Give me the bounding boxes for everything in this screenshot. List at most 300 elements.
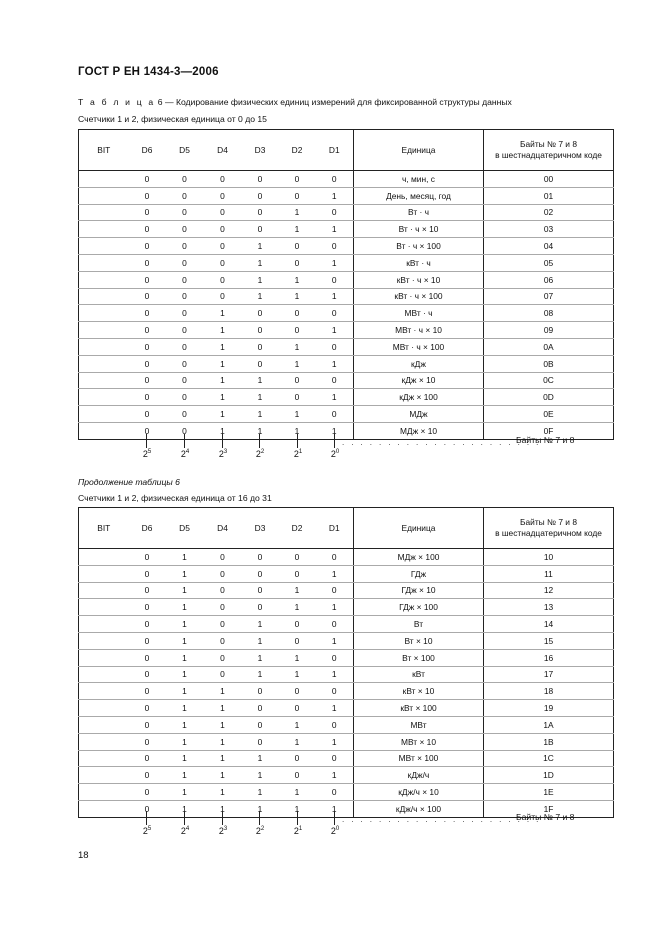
cell-bit (79, 254, 129, 271)
cell-d6: 0 (129, 204, 166, 221)
cell-d3: 1 (242, 784, 279, 801)
table-row (79, 338, 614, 355)
cell-hex: 1A (484, 716, 614, 733)
cell-hex: 1F (484, 800, 614, 817)
cell-d6: 0 (129, 187, 166, 204)
cell-d1: 1 (316, 565, 354, 582)
bit-weight-label (331, 826, 339, 836)
table-row (79, 406, 614, 423)
cell-d1: 0 (316, 616, 354, 633)
power-exponent: 4 (185, 449, 190, 455)
table-row (79, 582, 614, 599)
cell-d4: 0 (204, 549, 242, 566)
cell-d5: 0 (166, 389, 204, 406)
cell-d3: 0 (242, 355, 279, 372)
cell-d2: 0 (279, 549, 316, 566)
col-d6: D6 (129, 130, 166, 171)
table-row (79, 632, 614, 649)
cell-d6: 0 (129, 632, 166, 649)
cell-d1: 0 (316, 171, 354, 188)
bit-weight-label (294, 449, 302, 459)
table2-bit-powers (78, 811, 613, 841)
cell-d2: 0 (279, 683, 316, 700)
cell-d1: 0 (316, 716, 354, 733)
cell-d3: 1 (242, 616, 279, 633)
table-caption-text: 6 — Кодирование физических единиц измерений для фиксированной структуры данных (157, 97, 512, 107)
bit-weight-label (219, 449, 227, 459)
cell-hex: 14 (484, 616, 614, 633)
cell-hex: 06 (484, 271, 614, 288)
cell-d5: 1 (166, 683, 204, 700)
cell-d5: 1 (166, 716, 204, 733)
cell-d3: 0 (242, 549, 279, 566)
cell-d2: 1 (279, 422, 316, 439)
cell-bit (79, 406, 129, 423)
cell-bit (79, 784, 129, 801)
cell-hex: 1C (484, 750, 614, 767)
cell-d6: 0 (129, 254, 166, 271)
cell-d4: 0 (204, 254, 242, 271)
cell-d4: 1 (204, 322, 242, 339)
bit-weight-tick (259, 811, 260, 825)
power-base: 2 (330, 826, 336, 836)
cell-hex: 00 (484, 171, 614, 188)
cell-hex: 0C (484, 372, 614, 389)
cell-bit (79, 716, 129, 733)
cell-unit: кДж/ч × 100 (354, 800, 484, 817)
cell-d2: 1 (279, 716, 316, 733)
cell-unit: Вт × 100 (354, 649, 484, 666)
col-d2: D2 (279, 130, 316, 171)
cell-d3: 1 (242, 666, 279, 683)
cell-d1: 0 (316, 406, 354, 423)
cell-d6: 0 (129, 271, 166, 288)
power-base: 2 (142, 449, 148, 459)
power-exponent: 0 (335, 449, 340, 455)
cell-unit: кВт · ч (354, 254, 484, 271)
cell-d3: 1 (242, 372, 279, 389)
power-exponent: 2 (260, 826, 265, 832)
cell-d5: 1 (166, 666, 204, 683)
cell-d2: 1 (279, 204, 316, 221)
cell-unit: ГДж × 100 (354, 599, 484, 616)
cell-d6: 0 (129, 422, 166, 439)
cell-d3: 1 (242, 238, 279, 255)
cell-d5: 0 (166, 406, 204, 423)
cell-d1: 1 (316, 187, 354, 204)
cell-hex: 0A (484, 338, 614, 355)
cell-d4: 1 (204, 784, 242, 801)
cell-bit (79, 599, 129, 616)
col-d4: D4 (204, 508, 242, 549)
cell-d5: 0 (166, 171, 204, 188)
cell-d1: 1 (316, 666, 354, 683)
cell-d4: 1 (204, 700, 242, 717)
cell-d4: 1 (204, 372, 242, 389)
cell-d5: 0 (166, 187, 204, 204)
cell-hex: 07 (484, 288, 614, 305)
cell-d3: 0 (242, 733, 279, 750)
col-bytes-line2: в шестнадцатеричном коде (495, 528, 602, 538)
power-base: 2 (293, 449, 299, 459)
bit-weight-tick (146, 434, 147, 448)
table2 (78, 507, 614, 818)
cell-d6: 0 (129, 171, 166, 188)
table-row (79, 238, 614, 255)
cell-d6: 0 (129, 599, 166, 616)
cell-d5: 0 (166, 288, 204, 305)
table-row (79, 288, 614, 305)
cell-bit (79, 322, 129, 339)
col-d5: D5 (166, 130, 204, 171)
table-row (79, 204, 614, 221)
cell-d2: 0 (279, 616, 316, 633)
cell-d6: 0 (129, 372, 166, 389)
cell-d5: 1 (166, 599, 204, 616)
cell-unit: кВт × 10 (354, 683, 484, 700)
cell-hex: 02 (484, 204, 614, 221)
power-exponent: 5 (147, 449, 152, 455)
cell-bit (79, 355, 129, 372)
cell-d3: 1 (242, 389, 279, 406)
table-row (79, 767, 614, 784)
power-exponent: 1 (298, 826, 303, 832)
power-exponent: 2 (260, 449, 265, 455)
col-unit: Единица (354, 508, 484, 549)
table-row (79, 666, 614, 683)
cell-unit: МДж × 100 (354, 549, 484, 566)
cell-unit: кДж/ч (354, 767, 484, 784)
cell-bit (79, 204, 129, 221)
cell-d3: 0 (242, 565, 279, 582)
cell-d2: 1 (279, 221, 316, 238)
document-code: ГОСТ Р ЕН 1434-3—2006 (78, 66, 219, 78)
cell-d2: 0 (279, 254, 316, 271)
cell-d4: 1 (204, 750, 242, 767)
cell-unit: кВт (354, 666, 484, 683)
cell-unit: ч, мин, с (354, 171, 484, 188)
cell-d6: 0 (129, 733, 166, 750)
cell-hex: 17 (484, 666, 614, 683)
cell-d5: 1 (166, 784, 204, 801)
table-row (79, 187, 614, 204)
cell-d3: 1 (242, 254, 279, 271)
cell-d1: 0 (316, 750, 354, 767)
bytes-label: Байты № 7 и 8 (516, 812, 575, 822)
cell-d1: 0 (316, 549, 354, 566)
cell-unit: МВт × 100 (354, 750, 484, 767)
cell-d5: 0 (166, 355, 204, 372)
cell-bit (79, 683, 129, 700)
cell-d1: 0 (316, 271, 354, 288)
cell-unit: ГДж × 10 (354, 582, 484, 599)
col-d4: D4 (204, 130, 242, 171)
cell-d6: 0 (129, 355, 166, 372)
table-row (79, 649, 614, 666)
cell-d4: 1 (204, 733, 242, 750)
bit-weight-label (256, 449, 264, 459)
cell-d2: 1 (279, 649, 316, 666)
cell-unit: МДж (354, 406, 484, 423)
cell-d4: 0 (204, 565, 242, 582)
cell-d4: 0 (204, 171, 242, 188)
cell-d1: 0 (316, 372, 354, 389)
table-row (79, 599, 614, 616)
cell-d1: 0 (316, 305, 354, 322)
table-row (79, 750, 614, 767)
power-exponent: 0 (335, 826, 340, 832)
power-base: 2 (293, 826, 299, 836)
cell-d5: 0 (166, 271, 204, 288)
cell-d4: 1 (204, 683, 242, 700)
bit-weight-tick (297, 811, 298, 825)
cell-d6: 0 (129, 700, 166, 717)
dotted-leader: . . . . . . . . . . . . . . . . . . . . . . (342, 815, 541, 824)
bit-weight-tick (334, 811, 335, 825)
cell-d5: 0 (166, 322, 204, 339)
table-row (79, 683, 614, 700)
cell-d1: 1 (316, 355, 354, 372)
bit-weight-label (294, 826, 302, 836)
cell-hex: 11 (484, 565, 614, 582)
cell-hex: 01 (484, 187, 614, 204)
cell-bit (79, 338, 129, 355)
cell-bit (79, 565, 129, 582)
bit-weight-label (331, 449, 339, 459)
table-row (79, 171, 614, 188)
cell-d4: 0 (204, 616, 242, 633)
cell-d6: 0 (129, 238, 166, 255)
continuation-caption: Продолжение таблицы 6 (78, 477, 180, 487)
cell-d2: 0 (279, 700, 316, 717)
cell-d1: 1 (316, 422, 354, 439)
cell-d3: 0 (242, 700, 279, 717)
cell-d3: 1 (242, 288, 279, 305)
power-base: 2 (330, 449, 336, 459)
bit-weight-label (143, 449, 151, 459)
cell-d2: 1 (279, 338, 316, 355)
cell-d2: 1 (279, 784, 316, 801)
cell-d3: 0 (242, 683, 279, 700)
power-exponent: 3 (223, 449, 228, 455)
cell-d6: 0 (129, 389, 166, 406)
cell-d4: 0 (204, 649, 242, 666)
cell-d5: 1 (166, 616, 204, 633)
bit-weight-tick (146, 811, 147, 825)
cell-d2: 0 (279, 238, 316, 255)
cell-d4: 1 (204, 305, 242, 322)
cell-d1: 0 (316, 784, 354, 801)
cell-bit (79, 271, 129, 288)
cell-d2: 1 (279, 288, 316, 305)
bit-weight-label (181, 826, 189, 836)
cell-unit: кВт · ч × 10 (354, 271, 484, 288)
cell-hex: 10 (484, 549, 614, 566)
power-exponent: 3 (223, 826, 228, 832)
cell-unit: МВт · ч (354, 305, 484, 322)
table-row (79, 733, 614, 750)
cell-unit: кДж × 10 (354, 372, 484, 389)
col-d5: D5 (166, 508, 204, 549)
cell-d4: 1 (204, 800, 242, 817)
dotted-leader: . . . . . . . . . . . . . . . . . . . . . . (342, 438, 541, 447)
cell-bit (79, 767, 129, 784)
cell-d6: 0 (129, 549, 166, 566)
cell-d4: 1 (204, 355, 242, 372)
cell-bit (79, 187, 129, 204)
power-exponent: 4 (185, 826, 190, 832)
bit-weight-label (181, 449, 189, 459)
cell-hex: 09 (484, 322, 614, 339)
power-base: 2 (180, 449, 186, 459)
cell-d5: 1 (166, 565, 204, 582)
cell-unit: кДж (354, 355, 484, 372)
col-bytes (484, 508, 614, 549)
cell-bit (79, 733, 129, 750)
cell-d3: 1 (242, 649, 279, 666)
cell-d2: 0 (279, 632, 316, 649)
cell-d4: 1 (204, 338, 242, 355)
cell-d2: 1 (279, 733, 316, 750)
cell-d1: 1 (316, 389, 354, 406)
cell-d3: 0 (242, 187, 279, 204)
cell-hex: 0D (484, 389, 614, 406)
cell-d3: 0 (242, 221, 279, 238)
cell-d2: 1 (279, 800, 316, 817)
cell-d6: 0 (129, 616, 166, 633)
bit-weight-tick (297, 434, 298, 448)
cell-d5: 1 (166, 632, 204, 649)
table-caption-label: Т а б л и ц а (78, 97, 156, 107)
cell-d5: 1 (166, 800, 204, 817)
cell-d1: 0 (316, 582, 354, 599)
table-row (79, 716, 614, 733)
cell-hex: 08 (484, 305, 614, 322)
cell-bit (79, 221, 129, 238)
power-exponent: 1 (298, 449, 303, 455)
cell-d5: 0 (166, 254, 204, 271)
bytes-label: Байты № 7 и 8 (516, 435, 575, 445)
table-row (79, 355, 614, 372)
cell-bit (79, 666, 129, 683)
cell-d4: 0 (204, 238, 242, 255)
cell-unit: ГДж (354, 565, 484, 582)
cell-d4: 0 (204, 666, 242, 683)
cell-bit (79, 372, 129, 389)
cell-hex: 19 (484, 700, 614, 717)
cell-bit (79, 549, 129, 566)
power-base: 2 (180, 826, 186, 836)
cell-hex: 0F (484, 422, 614, 439)
cell-d6: 0 (129, 305, 166, 322)
cell-unit: МВт × 10 (354, 733, 484, 750)
bit-weight-tick (184, 434, 185, 448)
cell-d5: 0 (166, 305, 204, 322)
cell-hex: 0B (484, 355, 614, 372)
table2-subtitle: Счетчики 1 и 2, физическая единица от 16 до 31 (78, 493, 272, 503)
cell-d2: 0 (279, 322, 316, 339)
cell-d3: 1 (242, 800, 279, 817)
bit-weight-label (256, 826, 264, 836)
table-row (79, 616, 614, 633)
cell-d4: 0 (204, 632, 242, 649)
table1-bit-powers (78, 434, 613, 464)
cell-d3: 1 (242, 422, 279, 439)
page-number: 18 (78, 850, 89, 861)
cell-d5: 1 (166, 549, 204, 566)
col-bytes (484, 130, 614, 171)
cell-hex: 05 (484, 254, 614, 271)
cell-hex: 18 (484, 683, 614, 700)
table-row (79, 271, 614, 288)
cell-d1: 1 (316, 800, 354, 817)
cell-d5: 0 (166, 372, 204, 389)
cell-hex: 16 (484, 649, 614, 666)
cell-d2: 0 (279, 389, 316, 406)
cell-unit: кВт × 100 (354, 700, 484, 717)
bit-weight-tick (222, 811, 223, 825)
cell-d1: 0 (316, 204, 354, 221)
cell-d6: 0 (129, 666, 166, 683)
cell-hex: 04 (484, 238, 614, 255)
cell-d6: 0 (129, 406, 166, 423)
cell-d3: 1 (242, 271, 279, 288)
cell-bit (79, 288, 129, 305)
cell-hex: 1E (484, 784, 614, 801)
power-base: 2 (142, 826, 148, 836)
cell-d3: 1 (242, 750, 279, 767)
cell-d5: 0 (166, 204, 204, 221)
cell-bit (79, 582, 129, 599)
cell-d2: 1 (279, 406, 316, 423)
cell-d1: 1 (316, 221, 354, 238)
cell-unit: Вт × 10 (354, 632, 484, 649)
cell-d6: 0 (129, 683, 166, 700)
cell-d2: 1 (279, 599, 316, 616)
cell-hex: 1B (484, 733, 614, 750)
cell-d1: 1 (316, 254, 354, 271)
cell-d5: 1 (166, 733, 204, 750)
cell-d6: 0 (129, 221, 166, 238)
cell-d1: 1 (316, 322, 354, 339)
cell-d6: 0 (129, 582, 166, 599)
table-row (79, 254, 614, 271)
bit-weight-tick (334, 434, 335, 448)
cell-unit: МВт · ч × 100 (354, 338, 484, 355)
cell-d1: 1 (316, 767, 354, 784)
cell-bit (79, 649, 129, 666)
cell-d4: 0 (204, 204, 242, 221)
cell-unit: Вт · ч (354, 204, 484, 221)
cell-d1: 1 (316, 733, 354, 750)
cell-d5: 1 (166, 750, 204, 767)
cell-d2: 0 (279, 750, 316, 767)
bit-weight-tick (184, 811, 185, 825)
bit-weight-tick (259, 434, 260, 448)
cell-hex: 03 (484, 221, 614, 238)
cell-d5: 0 (166, 338, 204, 355)
cell-d1: 0 (316, 683, 354, 700)
col-d3: D3 (242, 508, 279, 549)
cell-unit: Вт · ч × 100 (354, 238, 484, 255)
table-row (79, 700, 614, 717)
bit-weight-label (219, 826, 227, 836)
cell-d5: 1 (166, 582, 204, 599)
cell-d2: 1 (279, 582, 316, 599)
table1-subtitle: Счетчики 1 и 2, физическая единица от 0 до 15 (78, 114, 267, 124)
cell-d4: 1 (204, 767, 242, 784)
cell-d3: 0 (242, 204, 279, 221)
